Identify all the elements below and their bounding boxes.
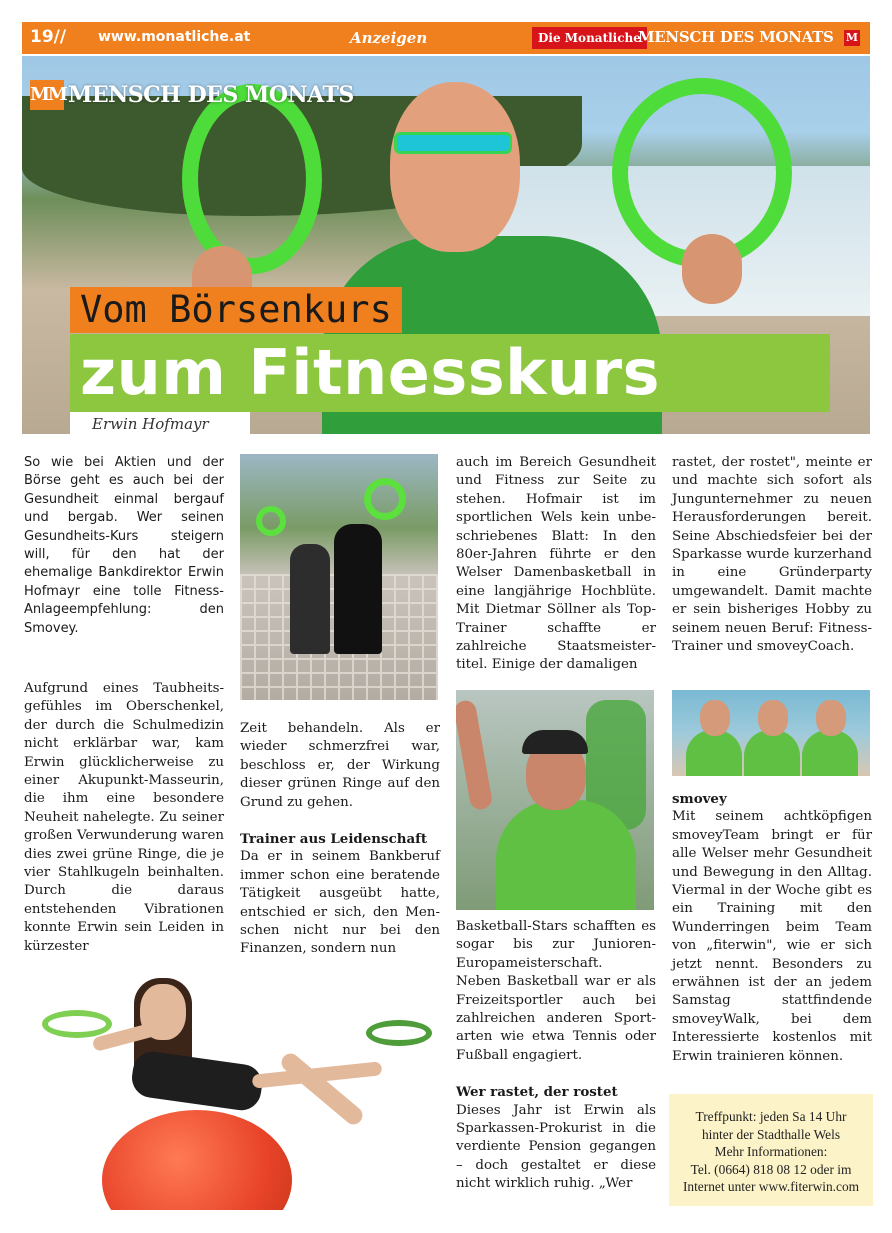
runner-shirt [496,800,636,910]
paragraph-6: Neben Basketball war er als Freizeitsportler auch bei zahlreichen anderen Sportarten wie etwa Tennis oder Fußball engagiert. [456,974,656,1063]
raised-arm [456,699,493,811]
runner-cap [522,730,588,754]
paragraph-1: Aufgrund eines Taubheitsgefühles im Oberschenkel, der durch die Schulmedizin nicht erklärbar war, kam Erwin glücklicherweise zu einer Akupunkt-Masseurin, die ihm eine besondere Neuheit nahelegte. Zu seiner großen Verwunderung waren dies zwei grüne Ringe, die je vier Stahlkugeln beinhalten. Durch die daraus entstehenden Vibrationen konnte Erwin sein Leiden in kürzester [24,681,224,954]
column-1 [24,680,224,956]
column-4-top [672,454,872,656]
column-4-bottom [672,790,872,1066]
info-box [669,1094,873,1206]
person-2-shirt [744,730,800,776]
brand-logo-icon: M [845,31,859,44]
woman-legs [278,1050,366,1128]
info-line-5: Internet unter www.fiterwin.com [682,1179,860,1194]
person-1-shirt [686,730,742,776]
photo-woman-runner [456,690,654,910]
column-2 [240,720,440,959]
man-head [390,82,520,252]
section-label: Anzeigen [350,29,428,47]
subheading-smovey: smovey [672,791,727,807]
paragraph-5: Basketball-Stars schafften es sogar bis zur Junioren-Europameisterschaft. [456,919,656,971]
column-3-bottom [456,918,656,1194]
man-left-figure [290,544,330,654]
small-ring-left [256,506,286,536]
sunglasses [394,132,512,154]
info-line-4: Tel. (0664) 818 08 12 oder im [690,1161,852,1177]
hero-logo [30,80,354,110]
gym-ball [102,1110,292,1210]
paragraph-2: Zeit behandeln. Als er wieder schmerzfrei war, beschloss er, der Wirkung dieser grünen Ringe auf den Grund zu gehen. [240,721,440,810]
column-3-top [456,454,656,675]
page-number: 19// [30,27,67,47]
info-line-1: Treffpunkt: jeden Sa 14 Uhr [695,1109,847,1124]
photo-three-people [672,690,870,776]
intro-text: So wie bei Aktien und der Börse geht es auch bei der Gesundheit einmal bergauf und bergab. Wer seinen Gesundheits-Kurs steigern will, für den hat der ehemalige Bankdirektor Erwin Hofmayr eine tolle Fitness-Anlageempfehlung: den Smovey. [24,455,224,636]
small-ring-right [364,478,406,520]
paragraph-4: auch im Bereich Gesundheit und Fitness zur Seite zu stehen. Hofmair ist im sportlichen Wels kein unbeschriebenes Blatt: In den 80er-Jahren führte er den Welser Damenbasketball in eine langjährige Hochblüte. Mit Dietmar Söllner als Top-Trainer schaffte er zahlreiche Staatsmeistertitel. Einige der damaligen [456,455,656,673]
photo-woman-ball [22,970,442,1210]
person-3-shirt [802,730,858,776]
ring-left [42,1010,112,1038]
info-line-3: Mehr Informationen: [714,1144,828,1159]
brand-badge: Die Monatliche [532,27,647,49]
ring-right [366,1020,432,1046]
headline-line2: zum Fitnesskurs [70,334,830,412]
intro-paragraph [24,454,224,638]
headline-line1: Vom Börsenkurs [70,287,402,333]
paragraph-8: rastet, der rostet", meinte er und machte sich sofort als Jungunternehmer zu neuen Herausforderungen bereit. Seine Abschiedsfeier bei der Sparkasse wurde kurzerhand in eine Gründerparty umgewandelt. Damit machte er sein bisheriges Hobby zu seinem neuen Beruf: Fitness-Trainer und smoveyCoach. [672,455,872,655]
person-3-face [816,700,846,736]
author-byline: Erwin Hofmayr [70,412,250,436]
info-line-2: hinter der Stadthalle Wels [701,1126,841,1142]
photo-two-men-rings [240,454,438,700]
right-hand [682,234,742,304]
top-bar [22,22,870,54]
paragraph-3: Da er in seinem Bankberuf immer schon eine beratende Tätigkeit ausgeübt hatte, entschied er sich, den Men-schen nicht nur bei den Finanzen, sondern nun [240,849,440,957]
man-right-figure [334,524,382,654]
hero-logo-text: MENSCH DES MONATS [68,82,354,108]
person-1-face [700,700,730,736]
woman-torso [129,1049,264,1113]
subheading-trainer: Trainer aus Leidenschaft [240,831,428,848]
paragraph-7: Dieses Jahr ist Erwin als Sparkassen-Prokurist in die verdiente Pension gegangen – doch gestaltet er diese nicht wirklich ruhig. „Wer [456,1102,656,1192]
green-ring-left [182,84,322,274]
mm-logo-icon: MM [30,80,64,110]
person-2-face [758,700,788,736]
subheading-rastet: Wer rastet, der rostet [456,1084,618,1101]
website-link[interactable]: www.monatliche.at [98,29,251,45]
rubric-title: MENSCH DES MONATS [638,28,834,46]
paragraph-9: Mit seinem achtköpfigen smoveyTeam bringt er für alle Welser mehr Gesundheit und Bewegung in den Alltag. Viermal in der Woche gibt es ein Training mit den Wunderringen beim Team von „fiterwin", wie er sich jetzt nennt. Besonders zu erwähnen ist der an jedem Samstag stattfindende smoveyWalk, bei dem Interessierte kostenlos mit Erwin trainieren können. [672,809,872,1064]
